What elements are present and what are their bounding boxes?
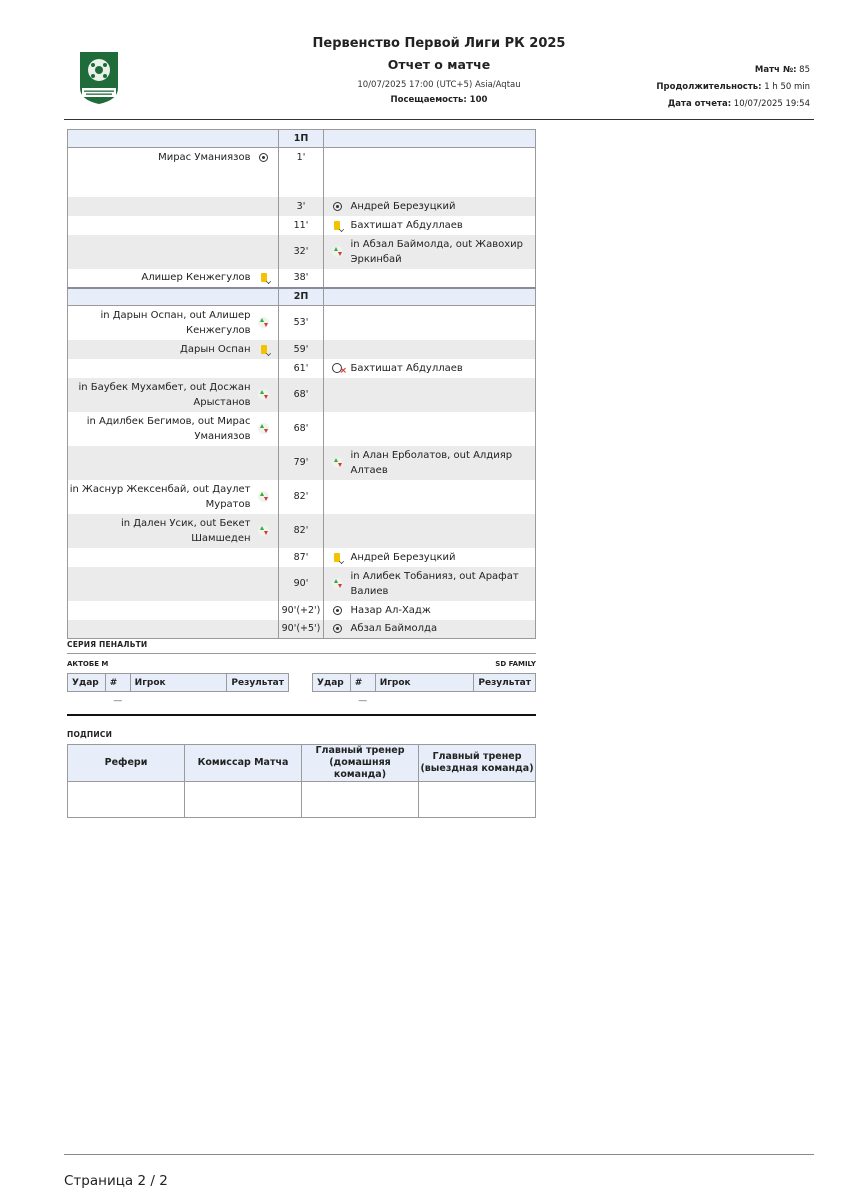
half-header-1 xyxy=(68,130,536,148)
event-row xyxy=(68,235,536,269)
substitution-icon xyxy=(256,422,272,436)
event-left-text: in Адилбек Бегимов, out Мирас Уманиязов xyxy=(86,415,251,442)
event-minute: 87' xyxy=(278,548,324,567)
match-number-label: Матч №: xyxy=(754,65,797,75)
event-right-text: Бахтишат Абдуллаев xyxy=(350,362,463,374)
event-right-text: Бахтишат Абдуллаев xyxy=(350,219,463,231)
signatures-table xyxy=(67,744,536,818)
own-goal-icon xyxy=(329,361,345,375)
event-right-text: in Алан Ерболатов, out Алдияр Алтаев xyxy=(350,449,513,476)
sig-box xyxy=(185,782,302,818)
substitution-icon xyxy=(329,456,345,470)
spacer-row xyxy=(68,167,536,197)
event-row xyxy=(68,514,536,548)
match-events-table xyxy=(67,129,536,639)
signatures-title: ПОДПИСИ xyxy=(67,730,113,739)
event-right-text: Абзал Баймолда xyxy=(350,623,438,635)
event-minute: 1' xyxy=(278,148,324,167)
event-left-text: in Жаснур Жексенбай, out Даулет Муратов xyxy=(69,483,251,510)
col-shot: Удар xyxy=(313,674,351,692)
event-row xyxy=(68,148,536,167)
event-row xyxy=(68,620,536,639)
goal-icon xyxy=(329,603,345,617)
event-row xyxy=(68,378,536,412)
empty-mark: — xyxy=(113,695,123,706)
sig-commissioner: Комиссар Матча xyxy=(185,745,302,782)
away-team-name: SD FAMILY xyxy=(495,660,536,668)
event-minute: 59' xyxy=(278,340,324,359)
event-row xyxy=(68,567,536,601)
first-half-label: 1П xyxy=(278,130,324,148)
col-number: # xyxy=(350,674,375,692)
event-row xyxy=(68,340,536,359)
event-minute: 79' xyxy=(278,446,324,480)
report-title: Первенство Первой Лиги РК 2025 xyxy=(312,36,566,51)
duration: 1 h 50 min xyxy=(764,82,810,92)
attendance: Посещаемость: 100 xyxy=(390,95,488,105)
match-meta xyxy=(656,62,810,113)
duration-label: Продолжительность: xyxy=(656,82,762,92)
event-minute: 90'(+5') xyxy=(278,620,324,639)
col-shot: Удар xyxy=(68,674,106,692)
event-right-text: Назар Ал-Хадж xyxy=(350,604,431,616)
penalty-section-title: СЕРИЯ ПЕНАЛЬТИ xyxy=(67,640,148,649)
sig-referee: Рефери xyxy=(68,745,185,782)
penalty-divider xyxy=(67,653,536,654)
col-player: Игрок xyxy=(375,674,474,692)
event-left-text: Дарын Оспан xyxy=(180,343,251,355)
event-left-text: in Баубек Мухамбет, out Досжан Арыстанов xyxy=(78,381,251,408)
sig-box xyxy=(419,782,536,818)
event-minute: 53' xyxy=(278,306,324,340)
sig-box xyxy=(68,782,185,818)
report-date-label: Дата отчета: xyxy=(667,99,732,109)
section-divider xyxy=(67,714,536,716)
event-minute: 90'(+2') xyxy=(278,601,324,620)
event-row xyxy=(68,269,536,288)
col-result: Результат xyxy=(474,674,536,692)
event-minute: 68' xyxy=(278,378,324,412)
sig-away-coach: Главный тренер (выездная команда) xyxy=(419,745,536,782)
home-penalty-table xyxy=(67,673,289,710)
event-minute: 82' xyxy=(278,514,324,548)
substitution-icon xyxy=(256,524,272,538)
event-right-text: in Алибек Тобанияз, out Арафат Валиев xyxy=(350,570,519,597)
substitution-icon xyxy=(329,245,345,259)
event-row xyxy=(68,359,536,378)
event-row xyxy=(68,446,536,480)
event-right-text: in Абзал Баймолда, out Жавохир Эркинбай xyxy=(350,238,523,265)
substitution-icon xyxy=(256,490,272,504)
page-number: Страница 2 / 2 xyxy=(64,1173,168,1189)
yellow-card-icon xyxy=(256,342,272,356)
event-row xyxy=(68,216,536,235)
col-player: Игрок xyxy=(130,674,227,692)
event-minute: 38' xyxy=(278,269,324,288)
event-row xyxy=(68,412,536,446)
event-right-text: Андрей Березуцкий xyxy=(350,551,456,563)
event-row xyxy=(68,480,536,514)
event-left-text: in Дарын Оспан, out Алишер Кенжегулов xyxy=(100,309,251,336)
event-row xyxy=(68,306,536,340)
footer-divider xyxy=(64,1154,814,1155)
half-header-2 xyxy=(68,288,536,306)
event-minute: 61' xyxy=(278,359,324,378)
event-left-text: Мирас Уманиязов xyxy=(158,151,251,163)
event-row xyxy=(68,601,536,620)
home-team-name: АКТОБЕ М xyxy=(67,660,109,668)
event-left-text: Алишер Кенжегулов xyxy=(141,272,251,283)
event-minute: 3' xyxy=(278,197,324,216)
yellow-card-icon xyxy=(329,218,345,232)
event-minute: 82' xyxy=(278,480,324,514)
report-date: 10/07/2025 19:54 xyxy=(733,99,810,109)
substitution-icon xyxy=(329,577,345,591)
goal-icon xyxy=(256,150,272,164)
substitution-icon xyxy=(256,316,272,330)
yellow-card-icon xyxy=(329,550,345,564)
empty-mark: — xyxy=(358,695,368,706)
col-number: # xyxy=(105,674,130,692)
event-minute: 32' xyxy=(278,235,324,269)
match-datetime: 10/07/2025 17:00 (UTC+5) Asia/Aqtau xyxy=(357,80,521,90)
goal-icon xyxy=(329,622,345,636)
event-right-text: Андрей Березуцкий xyxy=(350,200,456,212)
yellow-card-icon xyxy=(256,271,272,285)
event-minute: 11' xyxy=(278,216,324,235)
event-row xyxy=(68,197,536,216)
substitution-icon xyxy=(256,388,272,402)
event-row xyxy=(68,548,536,567)
away-penalty-table xyxy=(312,673,536,710)
sig-home-coach: Главный тренер (домашняя команда) xyxy=(302,745,419,782)
event-minute: 90' xyxy=(278,567,324,601)
report-header xyxy=(64,34,814,120)
match-number: 85 xyxy=(799,65,810,75)
goal-icon xyxy=(329,199,345,213)
second-half-label: 2П xyxy=(278,288,324,306)
col-result: Результат xyxy=(227,674,289,692)
report-subtitle: Отчет о матче xyxy=(387,57,491,72)
event-minute: 68' xyxy=(278,412,324,446)
event-left-text: in Дален Усик, out Бекет Шамшеден xyxy=(120,517,251,544)
sig-box xyxy=(302,782,419,818)
